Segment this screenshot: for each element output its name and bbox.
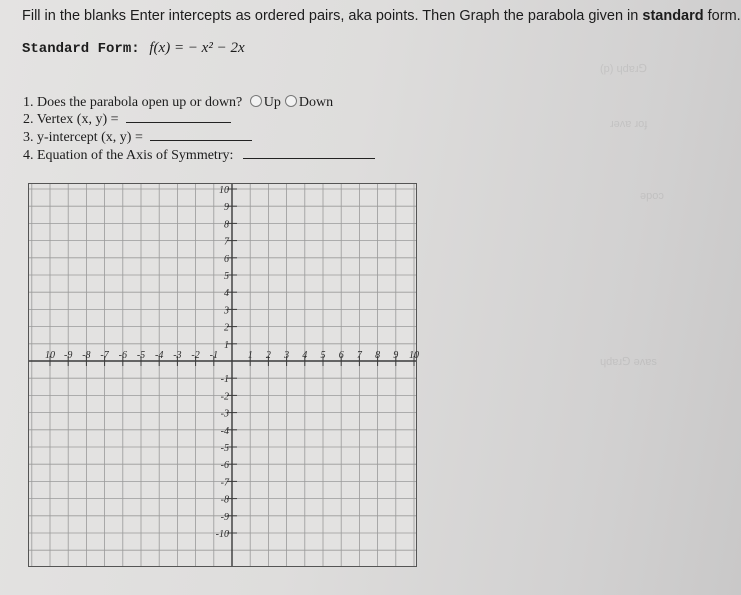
y-intercept-answer-blank[interactable]: [150, 128, 252, 141]
standard-form-label: Standard Form:: [22, 41, 140, 57]
y-tick-label: 7: [224, 236, 229, 248]
question-text: Vertex (x, y) =: [36, 112, 119, 127]
y-tick-label: -9: [220, 511, 229, 523]
instructions-text: Fill in the blanks Enter intercepts as ordered pairs, aka points. Then Graph the parabola given in: [22, 8, 643, 24]
instructions-text-end: form.: [703, 8, 741, 24]
x-tick-label: 4: [302, 350, 308, 361]
standard-form-equation: f(x) = − x² − 2x: [149, 40, 245, 56]
y-tick-label: -6: [220, 460, 229, 472]
graph-canvas[interactable]: [29, 184, 419, 566]
y-tick-label: -1: [220, 374, 229, 386]
instructions-bold-word: standard: [642, 8, 704, 24]
question-2: [23, 110, 231, 128]
standard-form-line: [22, 40, 245, 57]
x-tick-label: 2: [265, 350, 271, 361]
x-tick-label: 9: [393, 350, 399, 361]
question-text: y-intercept (x, y) =: [37, 130, 143, 145]
x-tick-label: -3: [173, 350, 182, 361]
question-number: 2.: [23, 112, 34, 127]
x-tick-label: 8: [375, 350, 381, 361]
x-tick-label: 1: [247, 350, 253, 361]
vertex-answer-blank[interactable]: [126, 110, 231, 123]
radio-down[interactable]: [285, 95, 297, 107]
y-tick-label: 1: [224, 339, 229, 351]
y-tick-label: -5: [220, 443, 229, 454]
show-through-text: (p) ɥdɐɹ⅁: [600, 63, 648, 75]
x-tick-label: -7: [100, 350, 109, 361]
question-4: [23, 146, 375, 164]
radio-up[interactable]: [250, 95, 262, 107]
question-text: Equation of the Axis of Symmetry:: [37, 148, 234, 163]
y-tick-label: 4: [224, 288, 229, 300]
y-tick-label: 3: [224, 305, 229, 317]
x-tick-label: -5: [136, 350, 146, 361]
x-tick-label: 6: [338, 350, 344, 361]
question-number: 4.: [23, 148, 34, 163]
x-tick-label: -9: [64, 350, 73, 361]
instructions: [22, 8, 741, 24]
y-tick-label: 8: [224, 219, 229, 231]
axis-of-symmetry-answer-blank[interactable]: [243, 146, 375, 159]
y-tick-label: 5: [224, 271, 229, 282]
y-tick-label: 10: [219, 185, 229, 196]
y-tick-label: -4: [220, 425, 229, 437]
y-tick-label: -3: [220, 408, 229, 420]
question-number: 3.: [23, 130, 34, 145]
question-3: [23, 128, 252, 146]
y-tick-label: 2: [224, 322, 229, 334]
question-text: Does the parabola open up or down?: [37, 95, 243, 110]
x-tick-label: 5: [320, 350, 326, 361]
question-number: 1.: [23, 95, 34, 110]
x-tick-label: 7: [356, 350, 362, 361]
x-tick-label: -2: [191, 350, 200, 361]
x-tick-label: -6: [118, 350, 127, 361]
coordinate-grid[interactable]: [28, 183, 417, 567]
x-tick-label: -1: [209, 350, 218, 361]
y-tick-label: 6: [224, 253, 229, 265]
question-1: [23, 95, 333, 111]
show-through-text: ɥdɐɹ⅁ ǝʌɐs: [600, 356, 657, 368]
x-tick-label: -8: [82, 350, 91, 361]
radio-down-label[interactable]: Down: [298, 95, 334, 110]
x-tick-label: 10: [45, 350, 55, 361]
y-tick-label: -2: [220, 391, 229, 403]
x-tick-label: -4: [155, 350, 164, 361]
x-tick-label: 10: [409, 350, 419, 361]
y-tick-label: 9: [224, 202, 229, 214]
x-tick-label: 3: [284, 350, 290, 361]
y-tick-label: -8: [220, 494, 229, 506]
show-through-text: ɹǝʌɐ ɹoɟ: [610, 118, 648, 130]
show-through-text: ǝpoɔ: [640, 190, 664, 202]
y-tick-label: -10: [215, 529, 229, 540]
radio-up-label[interactable]: Up: [263, 95, 281, 110]
y-tick-label: -7: [220, 477, 229, 489]
